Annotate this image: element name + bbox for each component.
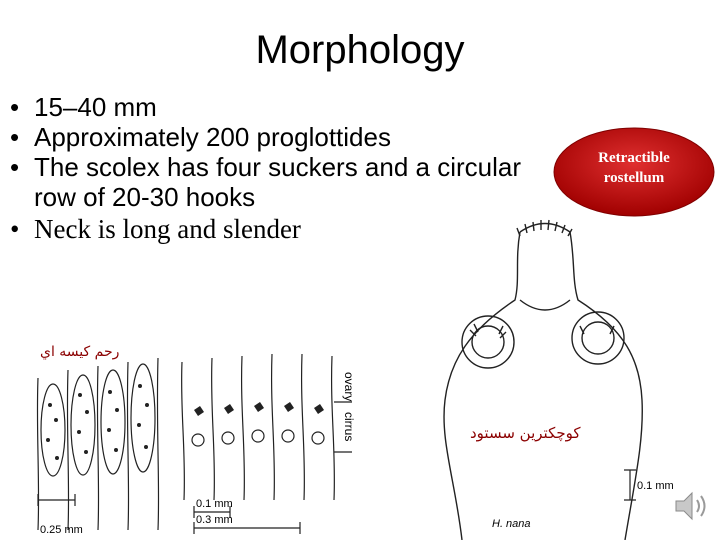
speaker-icon[interactable] <box>672 488 712 524</box>
bullet-text: 15–40 mm <box>34 92 157 122</box>
label-scale-0-25-mm: 0.25 mm <box>40 524 83 536</box>
label-ovary: ovary <box>342 372 356 402</box>
bullet-item: • 15–40 mm <box>10 92 157 122</box>
label-scale-right: 0.1 mm <box>637 480 674 492</box>
bullet-text: The scolex has four suckers and a circular row of 20-30 hooks <box>34 152 521 212</box>
proglottid-panel-left <box>37 358 158 530</box>
label-species: H. nana <box>492 518 531 530</box>
label-cirrus: cirrus <box>342 412 356 442</box>
label-hooks-arabic: کوچکترین سستود <box>470 424 581 442</box>
bullet-item: • Neck is long and slender <box>10 214 301 244</box>
label-scale-0-1-mm: 0.1 mm <box>196 498 233 510</box>
scolex-drawing <box>444 220 642 540</box>
bullet-text: Approximately 200 proglottides <box>34 122 391 152</box>
bullet-text: Neck is long and slender <box>34 214 301 244</box>
bullet-item: • The scolex has four suckers and a circular row of 20-30 hooks <box>10 152 521 212</box>
bullet-item: • Approximately 200 proglottides <box>10 122 391 152</box>
label-uterus-arabic: رحم كيسه اي <box>40 344 120 360</box>
slide-title: Morphology <box>255 28 465 72</box>
callout-text: Retractible rostellum <box>598 150 670 186</box>
label-scale-0-3-mm: 0.3 mm <box>196 514 233 526</box>
